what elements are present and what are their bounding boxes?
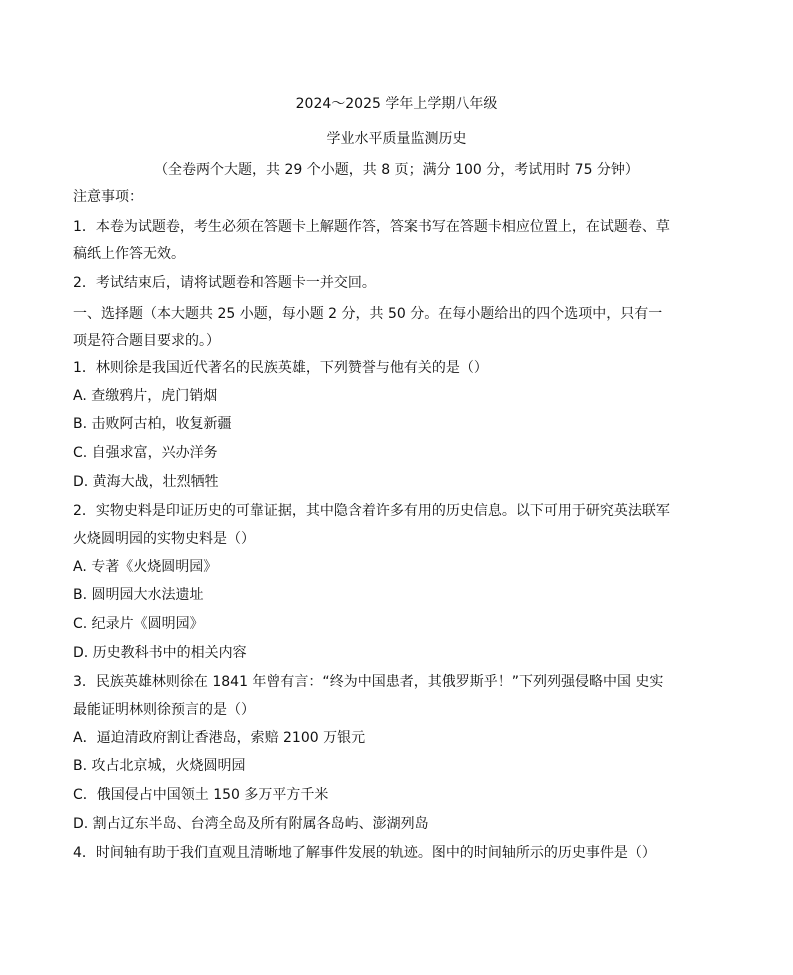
question-1-option-d: D. 黄海大战，壮烈牺牲	[73, 474, 219, 490]
exam-title: 2024～2025 学年上学期八年级	[295, 96, 498, 112]
question-1-option-b: B. 击败阿古柏，收复新疆	[73, 416, 232, 432]
notice-item-2: 2．考试结束后，请将试题卷和答题卡一并交回。	[73, 275, 376, 291]
section-heading-line-2: 项是符合题目要求的。）	[73, 333, 220, 349]
question-1-option-a: A. 查缴鸦片，虎门销烟	[73, 388, 218, 404]
question-1-stem: 1．林则徐是我国近代著名的民族英雄，下列赞誉与他有关的是（）	[73, 360, 488, 376]
question-3-option-c: C．俄国侵占中国领土 150 多万平方千米	[73, 787, 329, 803]
question-3-option-b: B. 攻占北京城，火烧圆明园	[73, 758, 246, 774]
question-2-stem-line-2: 火烧圆明园的实物史料是（）	[73, 531, 255, 547]
question-2-option-d: D. 历史教科书中的相关内容	[73, 645, 247, 661]
question-2-option-c: C. 纪录片《圆明园》	[73, 616, 204, 632]
question-4-stem: 4．时间轴有助于我们直观且清晰地了解事件发展的轨迹。图中的时间轴所示的历史事件是（）	[73, 845, 656, 861]
question-3-stem-line-2: 最能证明林则徐预言的是（）	[73, 702, 255, 718]
notice-heading: 注意事项：	[73, 189, 143, 205]
notice-item-1-line-2: 稿纸上作答无效。	[73, 246, 185, 262]
question-2-option-a: A. 专著《火烧圆明园》	[73, 559, 218, 575]
question-2-stem-line-1: 2．实物史料是印证历史的可靠证据，其中隐含着许多有用的历史信息。以下可用于研究英法联军	[73, 503, 670, 519]
section-heading-line-1: 一、选择题（本大题共 25 小题，每小题 2 分，共 50 分。在每小题给出的四个选项中，只有一	[73, 306, 663, 322]
exam-info: （全卷两个大题，共 29 个小题，共 8 页；满分 100 分，考试用时 75 分钟）	[154, 162, 639, 178]
question-3-option-a: A．逼迫清政府割让香港岛，索赔 2100 万银元	[73, 730, 366, 746]
question-3-option-d: D. 割占辽东半岛、台湾全岛及所有附属各岛屿、澎湖列岛	[73, 816, 429, 832]
question-3-stem-line-1: 3．民族英雄林则徐在 1841 年曾有言：“终为中国患者，其俄罗斯乎！”下列列强侵略中国 史实	[73, 674, 664, 690]
question-2-option-b: B. 圆明园大水法遗址	[73, 587, 204, 603]
exam-subtitle: 学业水平质量监测历史	[326, 131, 467, 147]
question-1-option-c: C. 自强求富，兴办洋务	[73, 445, 218, 461]
notice-item-1-line-1: 1．本卷为试题卷，考生必须在答题卡上解题作答，答案书写在答题卡相应位置上，在试题卷、草	[73, 219, 670, 235]
